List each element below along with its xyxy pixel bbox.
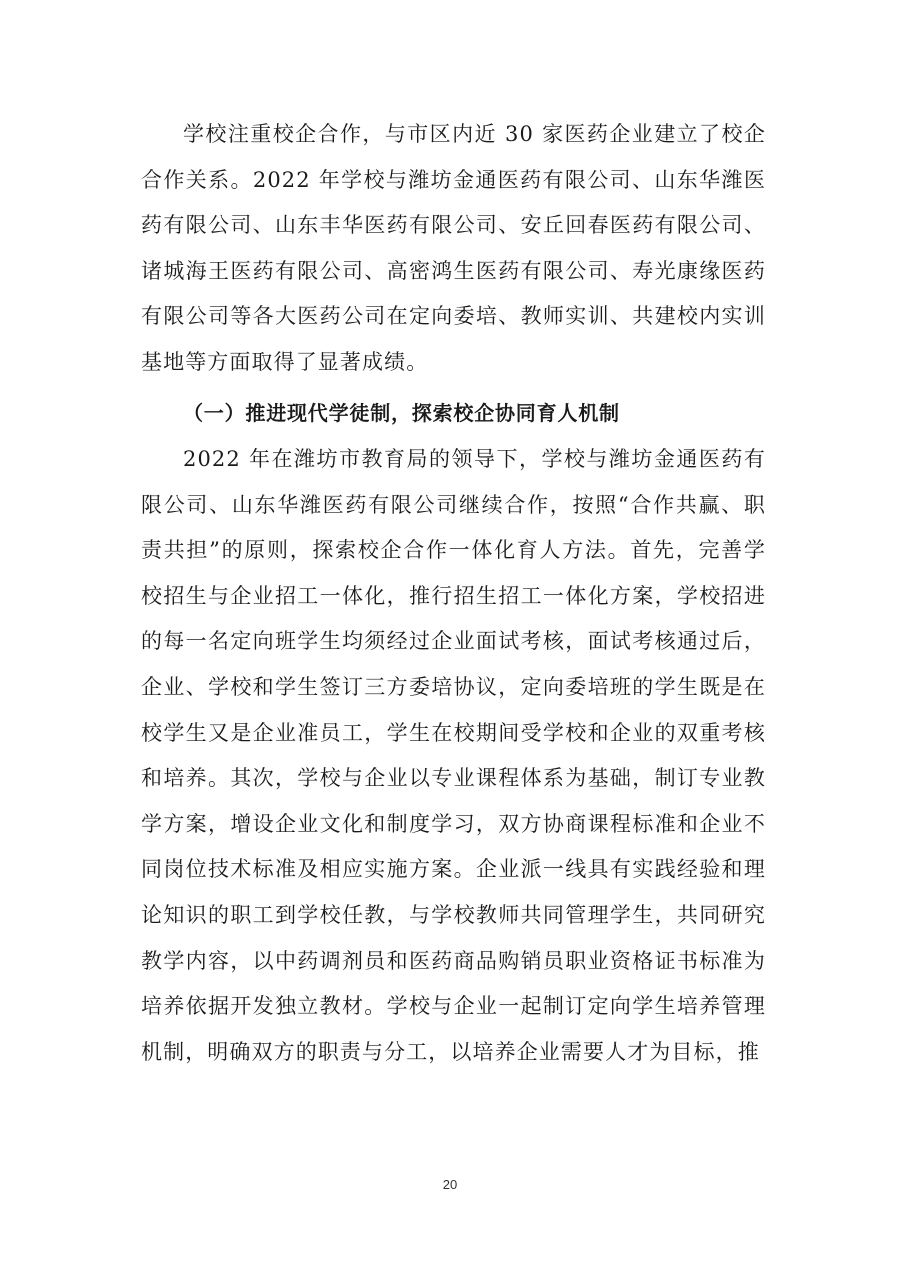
paragraph-apprenticeship: 2022 年在潍坊市教育局的领导下，学校与潍坊金通医药有限公司、山东华潍医药有限公司继续合作，按照“合作共赢、职责共担”的原则，探索校企合作一体化育人方法。首先，完善学校招生与企业招工一体化，推行招生招工一体化方案，学校招进的每一名定向班学生均须经过企业面试考核，面试考核通过后，企业、学校和学生签订三方委培协议，定向委培班的学生既是在校学生又是企业准员工，学生在校期间受学校和企业的双重考核和培养。其次，学校与企业以专业课程体系为基础，制订专业教学方案，增设企业文化和制度学习，双方协商课程标准和企业不同岗位技术标准及相应实施方案。企业派一线具有实践经验和理论知识的职工到学校任教，与学校教师共同管理学生，共同研究教学内容，以中药调剂员和医药商品购销员职业资格证书标准为培养依据开发独立教材。学校与企业一起制订定向学生培养管理机制，明确双方的职责与分工，以培养企业需要人才为目标，推 xyxy=(141,447,766,1064)
section-heading: （一）推进现代学徒制，探索校企协同育人机制 xyxy=(183,401,620,425)
page-number: 20 xyxy=(442,1177,458,1192)
paragraph-school-enterprise-cooperation: 学校注重校企合作，与市区内近 30 家医药企业建立了校企合作关系。2022 年学校与潍坊金通医药有限公司、山东华潍医药有限公司、山东丰华医药有限公司、安丘回春医药有限公司、诸城海王医药有限公司、高密鸿生医药有限公司、寿光康缘医药有限公司等各大医药公司在定向委培、教师实训、共建校内实训基地等方面取得了显著成绩。 xyxy=(141,122,766,374)
